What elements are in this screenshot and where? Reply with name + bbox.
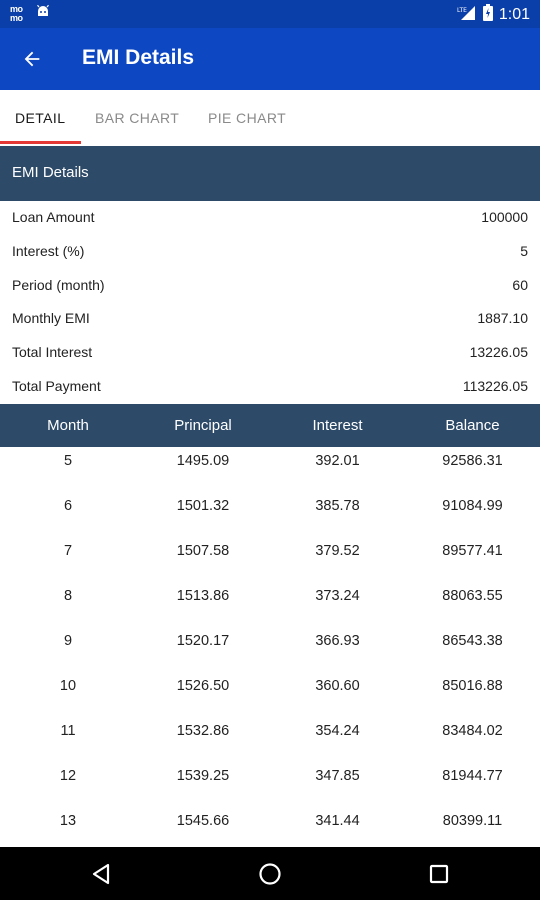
- table-header: [0, 404, 540, 447]
- cell-principal: 1501.32: [176, 498, 230, 514]
- nav-back-button[interactable]: [86, 859, 116, 889]
- android-icon: [36, 4, 50, 23]
- page-title: EMI Details: [82, 46, 195, 69]
- cell-principal: 1526.50: [176, 678, 230, 694]
- cell-balance: 85016.88: [442, 678, 503, 694]
- table-row: [0, 627, 540, 672]
- section-title: EMI Details: [12, 164, 89, 181]
- summary-row-interest: [0, 235, 540, 269]
- table-row: [0, 492, 540, 537]
- arrow-left-icon: [21, 48, 43, 70]
- tab-pie-chart[interactable]: PIE CHART: [208, 110, 287, 126]
- status-time: 1:01: [498, 5, 530, 23]
- tab-indicator: [0, 141, 81, 144]
- section-header: [0, 146, 540, 201]
- summary-label: Period (month): [12, 276, 105, 293]
- cell-month: 6: [63, 498, 73, 514]
- table-row: [0, 537, 540, 582]
- cell-balance: 81944.77: [442, 768, 503, 784]
- summary-value: 100000: [481, 209, 528, 225]
- cell-balance: 89577.41: [442, 543, 503, 559]
- cell-interest: 385.78: [315, 498, 360, 514]
- nav-home-button[interactable]: [255, 859, 285, 889]
- cell-principal: 1539.25: [176, 768, 230, 784]
- battery-icon: [483, 4, 493, 25]
- cell-balance: 83484.02: [442, 723, 503, 739]
- column-header-principal: Principal: [174, 417, 232, 434]
- cell-interest: 354.24: [315, 723, 360, 739]
- cell-month: 9: [63, 633, 73, 649]
- square-recents-icon: [429, 864, 449, 884]
- back-button[interactable]: [16, 43, 48, 75]
- cell-month: 10: [59, 678, 77, 694]
- cell-month: 11: [60, 723, 76, 739]
- cell-month: 8: [63, 588, 73, 604]
- nav-recents-button[interactable]: [424, 859, 454, 889]
- cell-interest: 373.24: [315, 588, 360, 604]
- cell-balance: 80399.11: [442, 813, 503, 829]
- emi-summary: [0, 201, 540, 404]
- system-nav-bar: [0, 847, 540, 900]
- summary-value: 113226.05: [462, 377, 528, 394]
- cell-balance: 86543.38: [442, 633, 503, 649]
- table-row: [0, 717, 540, 762]
- cell-balance: 88063.55: [442, 588, 503, 604]
- tab-bar: [0, 90, 540, 146]
- cell-principal: 1545.66: [176, 813, 230, 829]
- column-header-month: Month: [47, 417, 89, 434]
- cell-interest: 392.01: [315, 453, 360, 469]
- table-row: [0, 807, 540, 847]
- cell-principal: 1532.86: [176, 723, 230, 739]
- cell-interest: 360.60: [315, 678, 360, 694]
- cell-balance: 92586.31: [442, 453, 503, 469]
- summary-value: 1887.10: [477, 310, 528, 327]
- summary-label: Total Interest: [12, 344, 93, 361]
- signal-icon: [457, 5, 477, 25]
- summary-row-monthly-emi: [0, 302, 540, 336]
- triangle-back-icon: [90, 863, 112, 885]
- cell-interest: 366.93: [315, 633, 360, 649]
- summary-row-period: [0, 269, 540, 303]
- tab-bar-chart[interactable]: BAR CHART: [95, 110, 180, 126]
- app-bar: [0, 28, 540, 90]
- summary-value: 13226.05: [469, 344, 528, 361]
- summary-row-total-interest: [0, 336, 540, 370]
- cell-interest: 341.44: [315, 813, 360, 829]
- cell-principal: 1520.17: [176, 633, 230, 649]
- column-header-interest: Interest: [312, 417, 363, 434]
- network-type: LTE: [456, 6, 467, 14]
- summary-label: Monthly EMI: [12, 310, 90, 327]
- summary-label: Loan Amount: [12, 209, 95, 225]
- cell-month: 7: [63, 543, 73, 559]
- summary-label: Interest (%): [12, 242, 85, 259]
- momo-app-icon: mo mo: [10, 3, 23, 23]
- summary-value: 5: [520, 242, 528, 259]
- column-header-balance: Balance: [445, 417, 500, 434]
- table-row: [0, 582, 540, 627]
- cell-month: 12: [59, 768, 77, 784]
- amortization-table[interactable]: [0, 447, 540, 847]
- table-row: [0, 447, 540, 492]
- tab-detail[interactable]: DETAIL: [15, 110, 66, 126]
- cell-principal: 1495.09: [176, 453, 230, 469]
- cell-interest: 347.85: [315, 768, 360, 784]
- table-row: [0, 762, 540, 807]
- cell-principal: 1507.58: [176, 543, 230, 559]
- circle-home-icon: [258, 862, 282, 886]
- cell-month: 13: [59, 813, 77, 829]
- cell-balance: 91084.99: [442, 498, 503, 514]
- status-bar: [0, 0, 540, 28]
- cell-interest: 379.52: [315, 543, 360, 559]
- summary-label: Total Payment: [12, 377, 101, 394]
- summary-value: 60: [512, 276, 528, 293]
- cell-principal: 1513.86: [176, 588, 230, 604]
- table-row: [0, 672, 540, 717]
- cell-month: 5: [63, 453, 73, 469]
- summary-row-total-payment: [0, 370, 540, 404]
- summary-row-loan-amount: [0, 201, 540, 235]
